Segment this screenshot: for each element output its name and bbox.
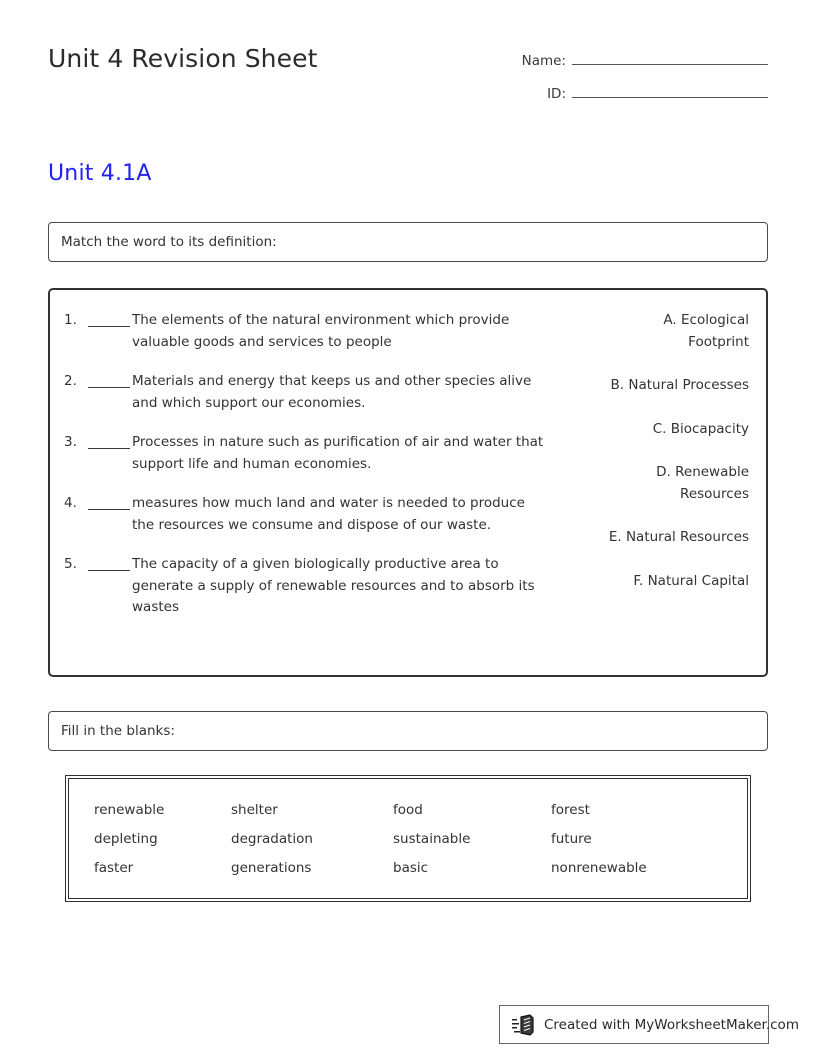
matching-options-list [599,310,749,614]
name-label: Name: [521,53,566,69]
page-header [48,44,768,120]
question-number: 4. [64,495,77,511]
question-number: 2. [64,373,77,389]
word-bank-word: sustainable [393,830,471,847]
question-text: Processes in nature such as purification of air and water that support life and human economies. [84,432,544,475]
answer-blank[interactable] [88,509,130,510]
list-item [64,554,544,619]
word-bank-word: renewable [94,801,165,818]
word-bank-row [69,795,747,824]
word-bank-row [69,853,747,882]
footer-credit-text: Created with MyWorksheetMaker.com [544,1016,799,1033]
answer-blank[interactable] [88,326,130,327]
question-text: The capacity of a given biologically productive area to generate a supply of renewable resources and to absorb its wastes [84,554,544,619]
word-bank-row [69,824,747,853]
word-bank-word: shelter [231,801,278,818]
question-number: 5. [64,556,77,572]
word-bank-word: nonrenewable [551,859,647,876]
matching-questions-list [64,310,544,637]
word-bank-word: degradation [231,830,313,847]
word-bank-word: food [393,801,423,818]
word-bank-word: faster [94,859,134,876]
id-label: ID: [547,86,566,102]
option-f: F. Natural Capital [633,572,749,589]
option-b: B. Natural Processes [610,377,749,393]
question-number: 3. [64,434,77,450]
question-text: The elements of the natural environment which provide valuable goods and services to people [84,310,544,353]
list-item [64,310,544,353]
word-bank-word: forest [551,801,590,818]
name-input-line[interactable] [572,49,768,65]
word-bank-word: generations [231,859,312,876]
list-item [64,432,544,475]
question-text: measures how much land and water is needed to produce the resources we consume and dispose of our waste. [84,493,544,536]
footer-credit-badge [499,1005,799,1044]
student-info-block [468,49,768,115]
section-heading: Unit 4.1A [48,161,152,186]
option-e: E. Natural Resources [608,529,749,545]
id-input-line[interactable] [572,82,768,98]
answer-blank[interactable] [88,448,130,449]
worksheet-maker-logo-icon [512,1014,538,1036]
fill-blanks-instruction: Fill in the blanks: [48,711,768,751]
list-item [64,493,544,536]
matching-instruction: Match the word to its definition: [48,222,768,262]
answer-blank[interactable] [88,387,130,388]
name-row [468,49,768,82]
option-d: D. Renewable Resources [656,464,749,502]
answer-blank[interactable] [88,570,130,571]
word-bank [65,775,751,902]
list-item [64,371,544,414]
word-bank-word: future [551,830,592,847]
question-text: Materials and energy that keeps us and other species alive and which support our economies. [84,371,544,414]
matching-exercise-box [48,288,768,677]
id-row [468,82,768,115]
option-c: C. Biocapacity [652,420,749,437]
word-bank-word: basic [393,859,429,876]
word-bank-word: depleting [94,830,158,847]
option-a: A. Ecological Footprint [663,312,749,350]
question-number: 1. [64,312,77,328]
page-title: Unit 4 Revision Sheet [48,44,318,73]
